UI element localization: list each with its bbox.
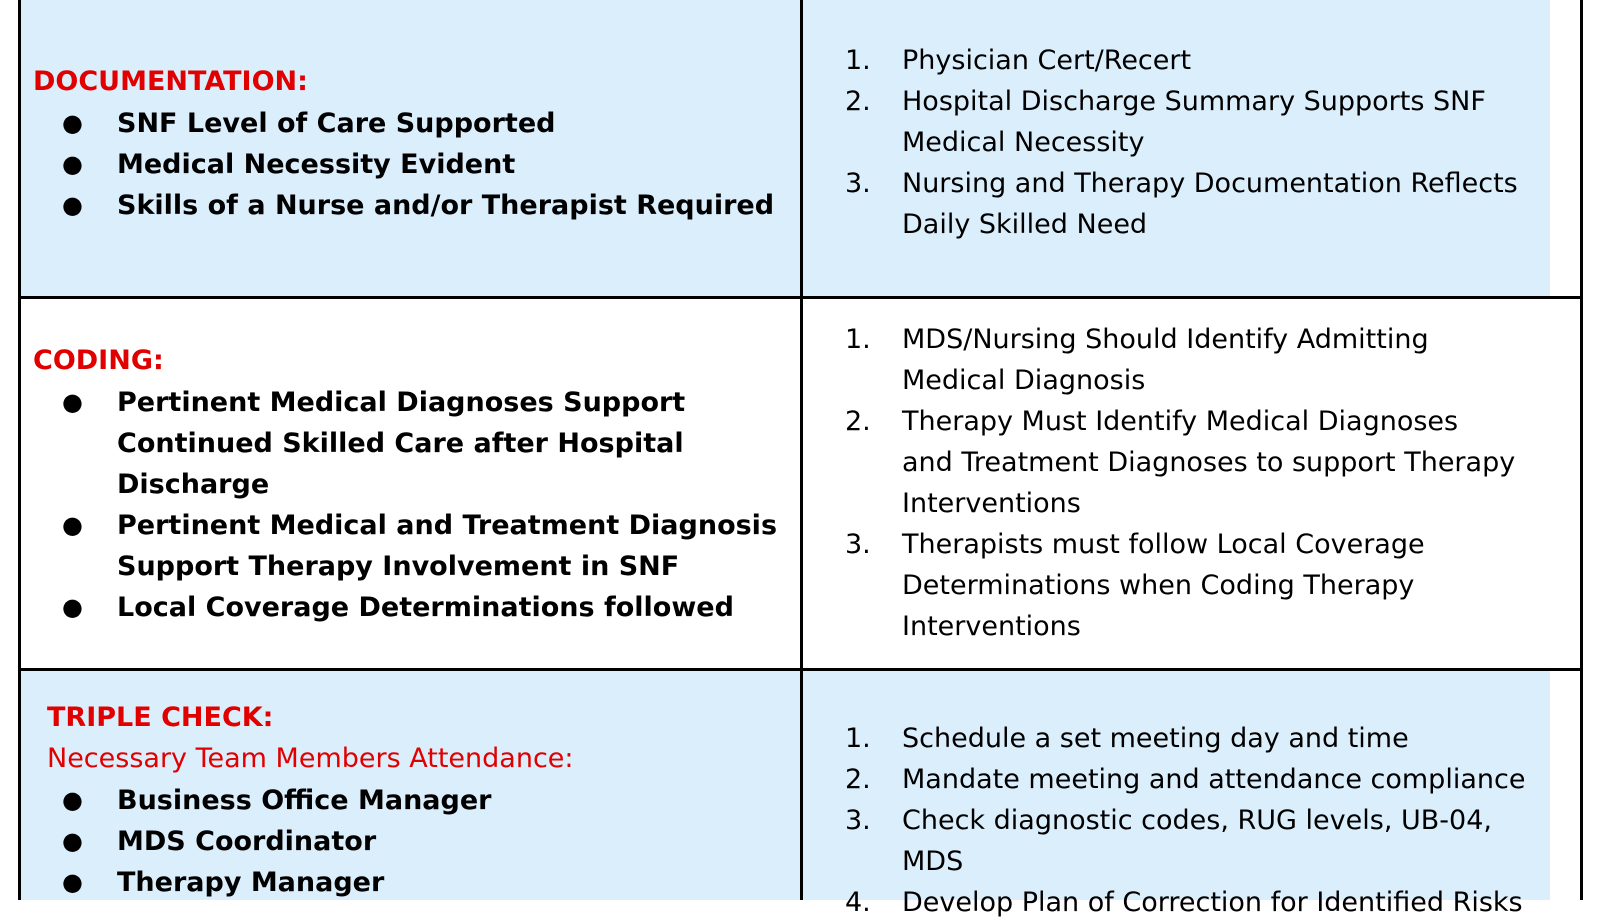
row-divider-2 [18,668,1583,671]
list-item: ● Medical Necessity Evident [62,144,774,185]
list-item: 1. Schedule a set meeting day and time [845,723,1409,754]
row-heading-documentation: DOCUMENTATION: [33,66,308,97]
list-item: ● Business Office Manager [62,780,491,821]
coding-bullets [62,382,777,628]
list-item: ● SNF Level of Care Supported [62,103,774,144]
triple-check-bullets [62,780,491,903]
list-item: 2. Therapy Must Identify Medical Diagnoses and Treatment Diagnoses to support Therapy Interventions [845,406,1516,519]
bullet-icon: ● [62,786,83,814]
list-item: 1. Physician Cert/Recert [845,45,1192,76]
table-left-border [18,0,21,900]
list-item: 3. Check diagnostic codes, RUG levels, UB-04, MDS [845,805,1492,877]
bullet-icon: ● [62,191,83,219]
table-column-divider [800,0,803,900]
bullet-icon: ● [62,388,83,416]
list-item: ● Skills of a Nurse and/or Therapist Required [62,185,774,226]
list-item: 4. Develop Plan of Correction for Identified Risks [845,887,1523,918]
row-heading-triple-check: TRIPLE CHECK: [47,702,274,733]
list-item: 3. Nursing and Therapy Documentation Reflects Daily Skilled Need [845,168,1518,240]
documentation-bullets [62,103,774,226]
bullet-icon: ● [62,868,83,896]
list-item: ● Therapy Manager [62,862,491,903]
list-item: ● MDS Coordinator [62,821,491,862]
table-right-border [1580,0,1583,900]
list-item: ● Local Coverage Determinations followed [62,587,777,628]
row-heading-coding: CODING: [33,345,164,376]
list-item: ● Pertinent Medical and Treatment Diagnosis Support Therapy Involvement in SNF [62,505,777,587]
bullet-icon: ● [62,593,83,621]
list-item: 2. Hospital Discharge Summary Supports SNF Medical Necessity [845,86,1486,158]
coding-steps [845,319,1515,647]
bullet-icon: ● [62,511,83,539]
bullet-icon: ● [62,150,83,178]
row-subheading-attendance: Necessary Team Members Attendance: [47,743,574,774]
list-item: ● Pertinent Medical Diagnoses Support Continued Skilled Care after Hospital Discharge [62,382,777,505]
list-item: 1. MDS/Nursing Should Identify Admitting Medical Diagnosis [845,324,1429,396]
row-divider-1 [18,296,1583,299]
bullet-icon: ● [62,109,83,137]
list-item: 2. Mandate meeting and attendance compliance [845,764,1526,795]
triple-check-steps [845,718,1525,923]
list-item: 3. Therapists must follow Local Coverage Determinations when Coding Therapy Interventions [845,529,1425,642]
documentation-steps [845,40,1518,245]
bullet-icon: ● [62,827,83,855]
